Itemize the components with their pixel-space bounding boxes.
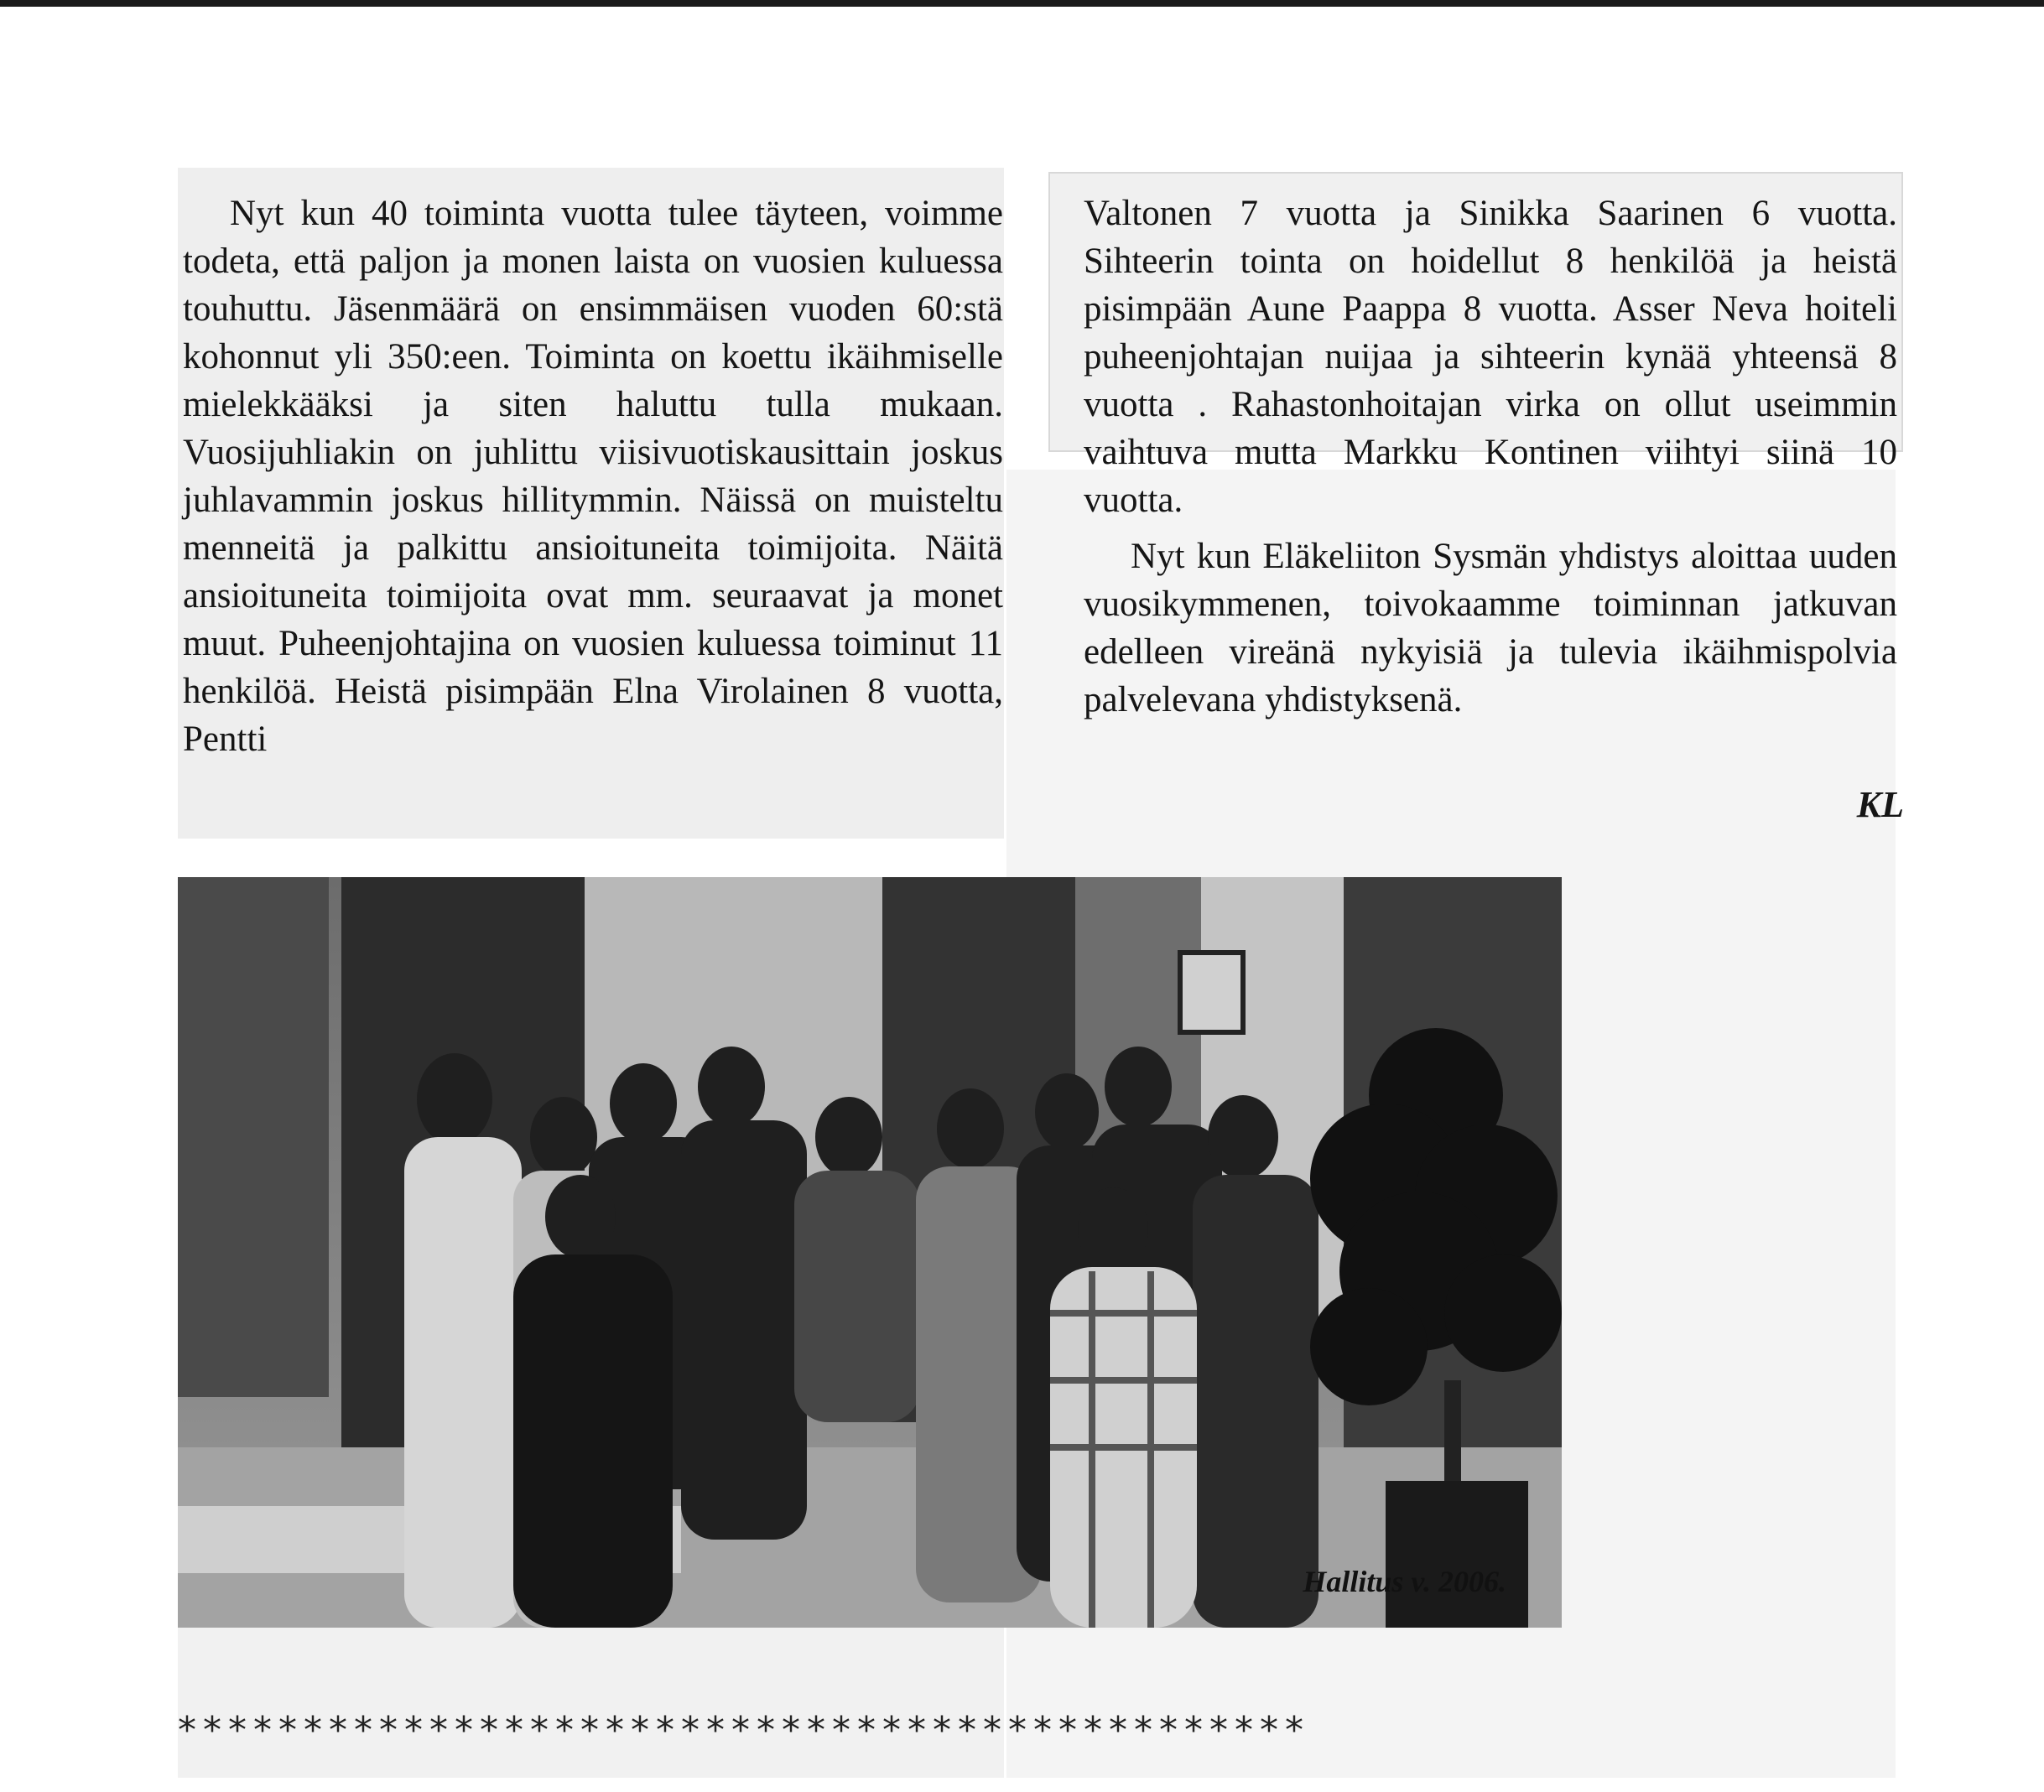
article-right-column (1084, 190, 1897, 724)
group-photo (178, 877, 1562, 1628)
paragraph: Valtonen 7 vuotta ja Sinikka Saarinen 6 vuotta. Sihteerin tointa on hoidellut 8 henkilöä ja heistä pisimpään Aune Paappa 8 vuotta. Asser Neva hoiteli puheenjohtajan nuijaa ja sihteerin kynää yhteensä 8 vuotta . Rahastonhoitajan virka on ollut useimmin vaihtuva mutta Markku Kontinen viihtyi siinä 10 vuotta. (1084, 194, 1897, 520)
paragraph: Nyt kun Eläkeliiton Sysmän yhdistys aloittaa uuden vuosikymmenen, toivokaamme toiminnan jatkuvan edelleen vireänä nykyisiä ja tulevia ikäihmispolvia palvelevana yhdistyksenä. (1084, 537, 1897, 719)
author-signature: KL (1856, 784, 1904, 825)
article-left-column (183, 190, 1003, 763)
show-through-shade (178, 1610, 1004, 1778)
photo-illustration (178, 877, 1562, 1628)
star-divider: ********************************************* (178, 1709, 1310, 1752)
scan-top-edge (0, 0, 2044, 7)
photo-caption: Hallitus v. 2006. (1303, 1565, 1506, 1598)
paragraph: Nyt kun 40 toiminta vuotta tulee täyteen, voimme todeta, että paljon ja monen laista on vuosien kuluessa touhuttu. Jäsenmäärä on ensimmäisen vuoden 60:stä kohonnut yli 350:een. Toiminta on koettu ikäihmiselle mielekkääksi ja siten haluttu tulla mukaan. Vuosijuhliakin on juhlittu viisivuotiskausittain joskus juhlavammin joskus hillitymmin. Näissä on muisteltu menneitä ja palkittu ansioituneita toimijoita. Näitä ansioituneita toimijoita ovat mm. seuraavat ja monet muut. Puheenjohtajina on vuosien kuluessa toiminut 11 henkilöä. Heistä pisimpään Elna Virolainen 8 vuotta, Pentti (183, 194, 1003, 759)
